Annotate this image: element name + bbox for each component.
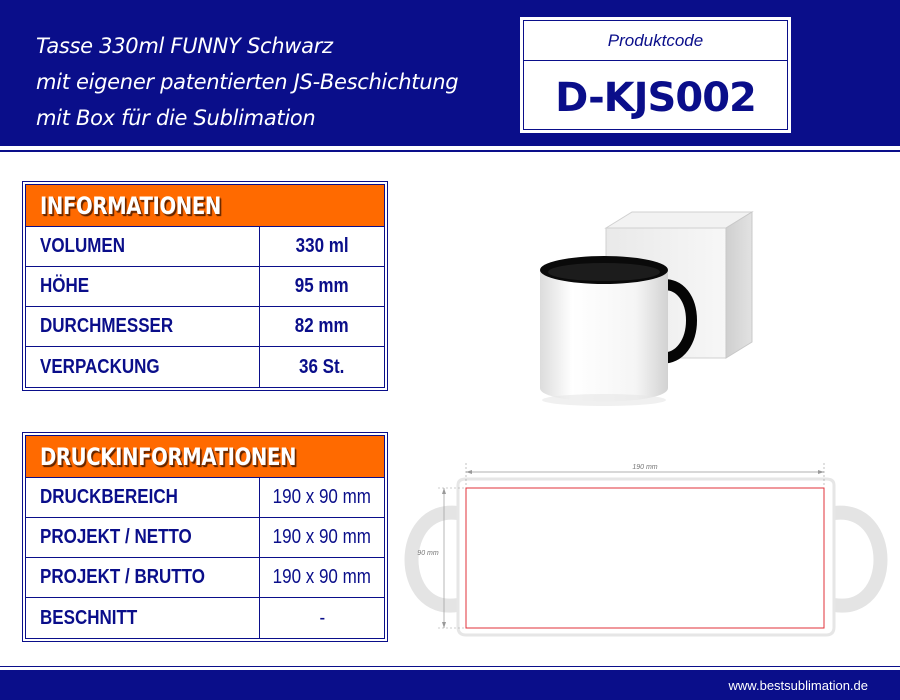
- table-row: [26, 598, 384, 638]
- footer-bar: [0, 670, 900, 700]
- row-value: 190 x 90 mm: [272, 526, 372, 548]
- table-row: [26, 347, 384, 387]
- header-divider: [0, 150, 900, 152]
- mug-with-box-image: [520, 200, 780, 410]
- row-value: 330 ml: [295, 235, 349, 257]
- title-line-1: Tasse 330ml FUNNY Schwarz: [36, 34, 333, 58]
- row-label: DURCHMESSER: [26, 307, 260, 346]
- row-label: HÖHE: [26, 267, 260, 306]
- print-info-table: [22, 432, 388, 642]
- row-value: 190 x 90 mm: [272, 566, 372, 588]
- product-code-label: Produktcode: [524, 21, 787, 61]
- row-value: 36 St.: [299, 355, 345, 378]
- row-label: PROJEKT / NETTO: [26, 518, 260, 557]
- row-label: VOLUMEN: [26, 227, 260, 266]
- info-table-heading: INFORMATIONEN: [26, 185, 384, 227]
- row-label: DRUCKBEREICH: [26, 478, 260, 517]
- template-width-label: 190 mm: [632, 464, 658, 471]
- table-row: [26, 267, 384, 307]
- product-code-box: [518, 15, 793, 135]
- table-row: [26, 227, 384, 267]
- product-code-value: D-KJS002: [555, 75, 756, 121]
- print-table-heading: DRUCKINFORMATIONEN: [26, 436, 384, 478]
- table-row: [26, 558, 384, 598]
- title-line-3: mit Box für die Sublimation: [36, 106, 316, 130]
- website-link[interactable]: www.bestsublimation.de: [728, 677, 868, 693]
- print-area-template: [396, 455, 896, 645]
- row-label: PROJEKT / BRUTTO: [26, 558, 260, 597]
- row-value: -: [319, 606, 325, 629]
- row-label: BESCHNITT: [26, 598, 260, 638]
- row-value: 95 mm: [295, 275, 349, 297]
- info-table: [22, 181, 388, 391]
- table-row: [26, 307, 384, 347]
- product-title: [36, 28, 458, 136]
- row-label: VERPACKUNG: [26, 347, 260, 387]
- header-banner: [0, 0, 900, 148]
- footer-divider: [0, 666, 900, 667]
- table-row: [26, 478, 384, 518]
- template-height-label: 90 mm: [417, 550, 439, 557]
- title-line-2: mit eigener patentierten JS-Beschichtung: [36, 70, 459, 94]
- table-row: [26, 518, 384, 558]
- row-value: 82 mm: [295, 315, 349, 337]
- row-value: 190 x 90 mm: [272, 486, 372, 508]
